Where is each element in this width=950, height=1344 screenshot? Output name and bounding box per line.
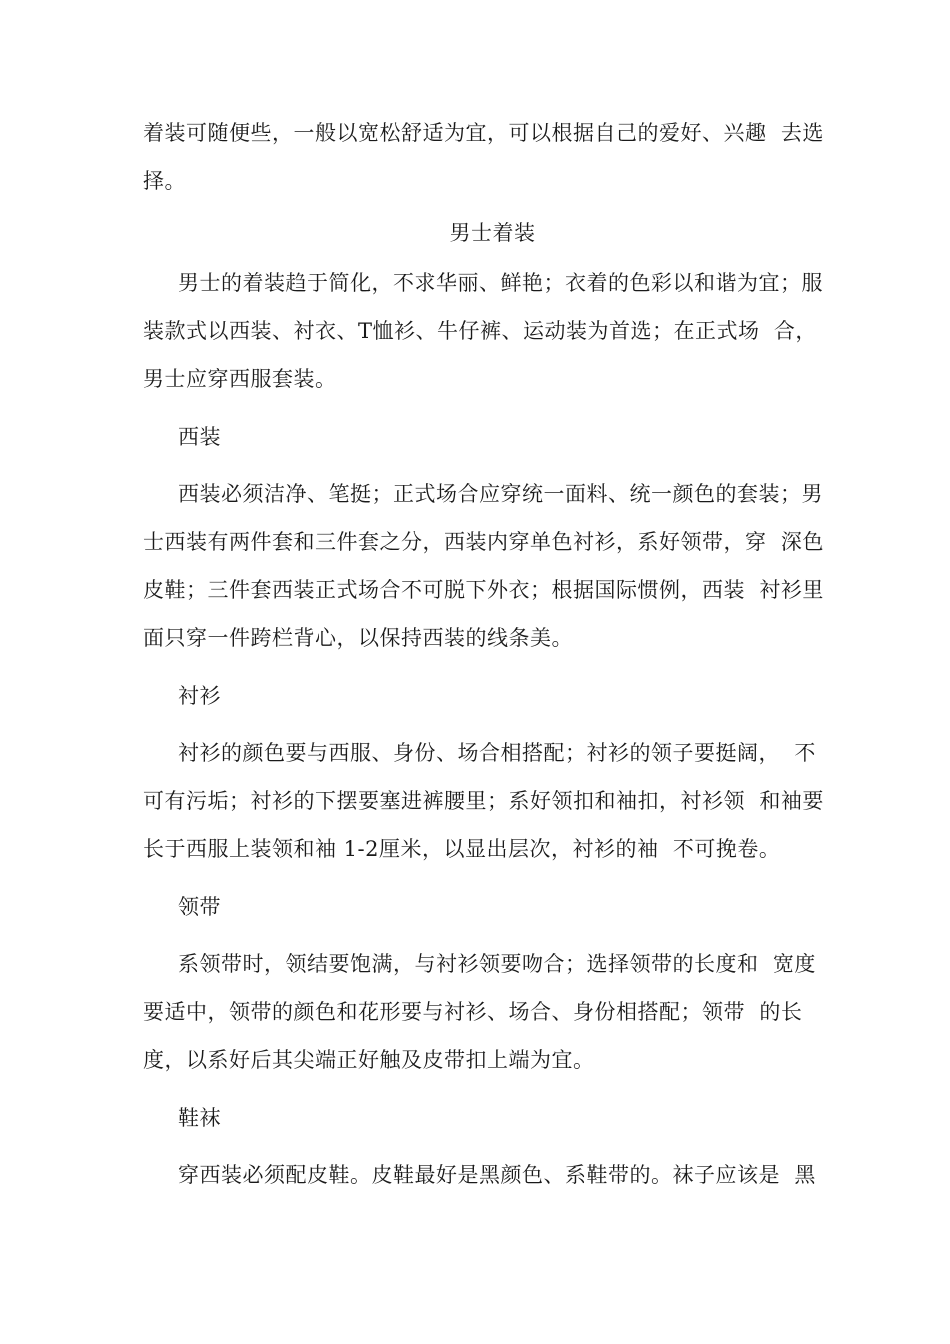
text-line: 择。 [143,169,186,193]
subheading-shirt: 衬衫 [178,684,221,708]
text-line: 衬衫的颜色要与西服、身份、场合相搭配；衬衫的领子要挺阔， 不 [178,741,816,765]
text-line: 要适中，领带的颜色和花形要与衬衫、场合、身份相搭配；领带 的长 [143,1000,803,1024]
paragraph-intro [143,119,824,196]
text-line: 穿西装必须配皮鞋。皮鞋最好是黑颜色、系鞋带的。袜子应该是 黑 [178,1163,816,1187]
paragraph-shirt [143,739,824,864]
paragraph-suit [143,480,824,653]
text-line: 面只穿一件跨栏背心，以保持西装的线条美。 [143,626,573,650]
text-line: 西装必须洁净、笔挺；正式场合应穿统一面料、统一颜色的套装；男 [178,482,823,506]
subheading-shoes-socks: 鞋袜 [178,1106,221,1130]
paragraph-mens-dress [143,269,823,394]
section-title: 男士着装 [449,221,536,245]
text-line: 着装可随便些，一般以宽松舒适为宜，可以根据自己的爱好、兴趣 去选 [143,121,824,145]
text-line: 士西装有两件套和三件套之分，西装内穿单色衬衫，系好领带，穿 深色 [143,530,824,554]
text-line: 男士的着装趋于简化，不求华丽、鲜艳；衣着的色彩以和谐为宜；服 [178,271,823,295]
text-line: 系领带时，领结要饱满，与衬衫领要吻合；选择领带的长度和 宽度 [178,952,816,976]
paragraph-tie [143,950,818,1075]
paragraph-shoes-socks [143,1161,818,1190]
text-line: 长于西服上装领和袖 1-2厘米，以显出层次，衬衫的袖 不可挽卷。 [143,837,781,861]
document-page [143,119,824,1190]
text-line: 可有污垢；衬衫的下摆要塞进裤腰里；系好领扣和袖扣，衬衫领 和袖要 [143,789,824,813]
text-line: 皮鞋；三件套西装正式场合不可脱下外衣；根据国际惯例，西装 衬衫里 [143,578,824,602]
text-line: 男士应穿西服套装。 [143,367,337,391]
subheading-suit: 西装 [178,425,221,449]
text-line: 度，以系好后其尖端正好触及皮带扣上端为宜。 [143,1048,595,1072]
text-line: 装款式以西装、衬衣、T恤衫、牛仔裤、运动装为首选；在正式场 合， [143,319,817,343]
subheading-tie: 领带 [178,895,221,919]
